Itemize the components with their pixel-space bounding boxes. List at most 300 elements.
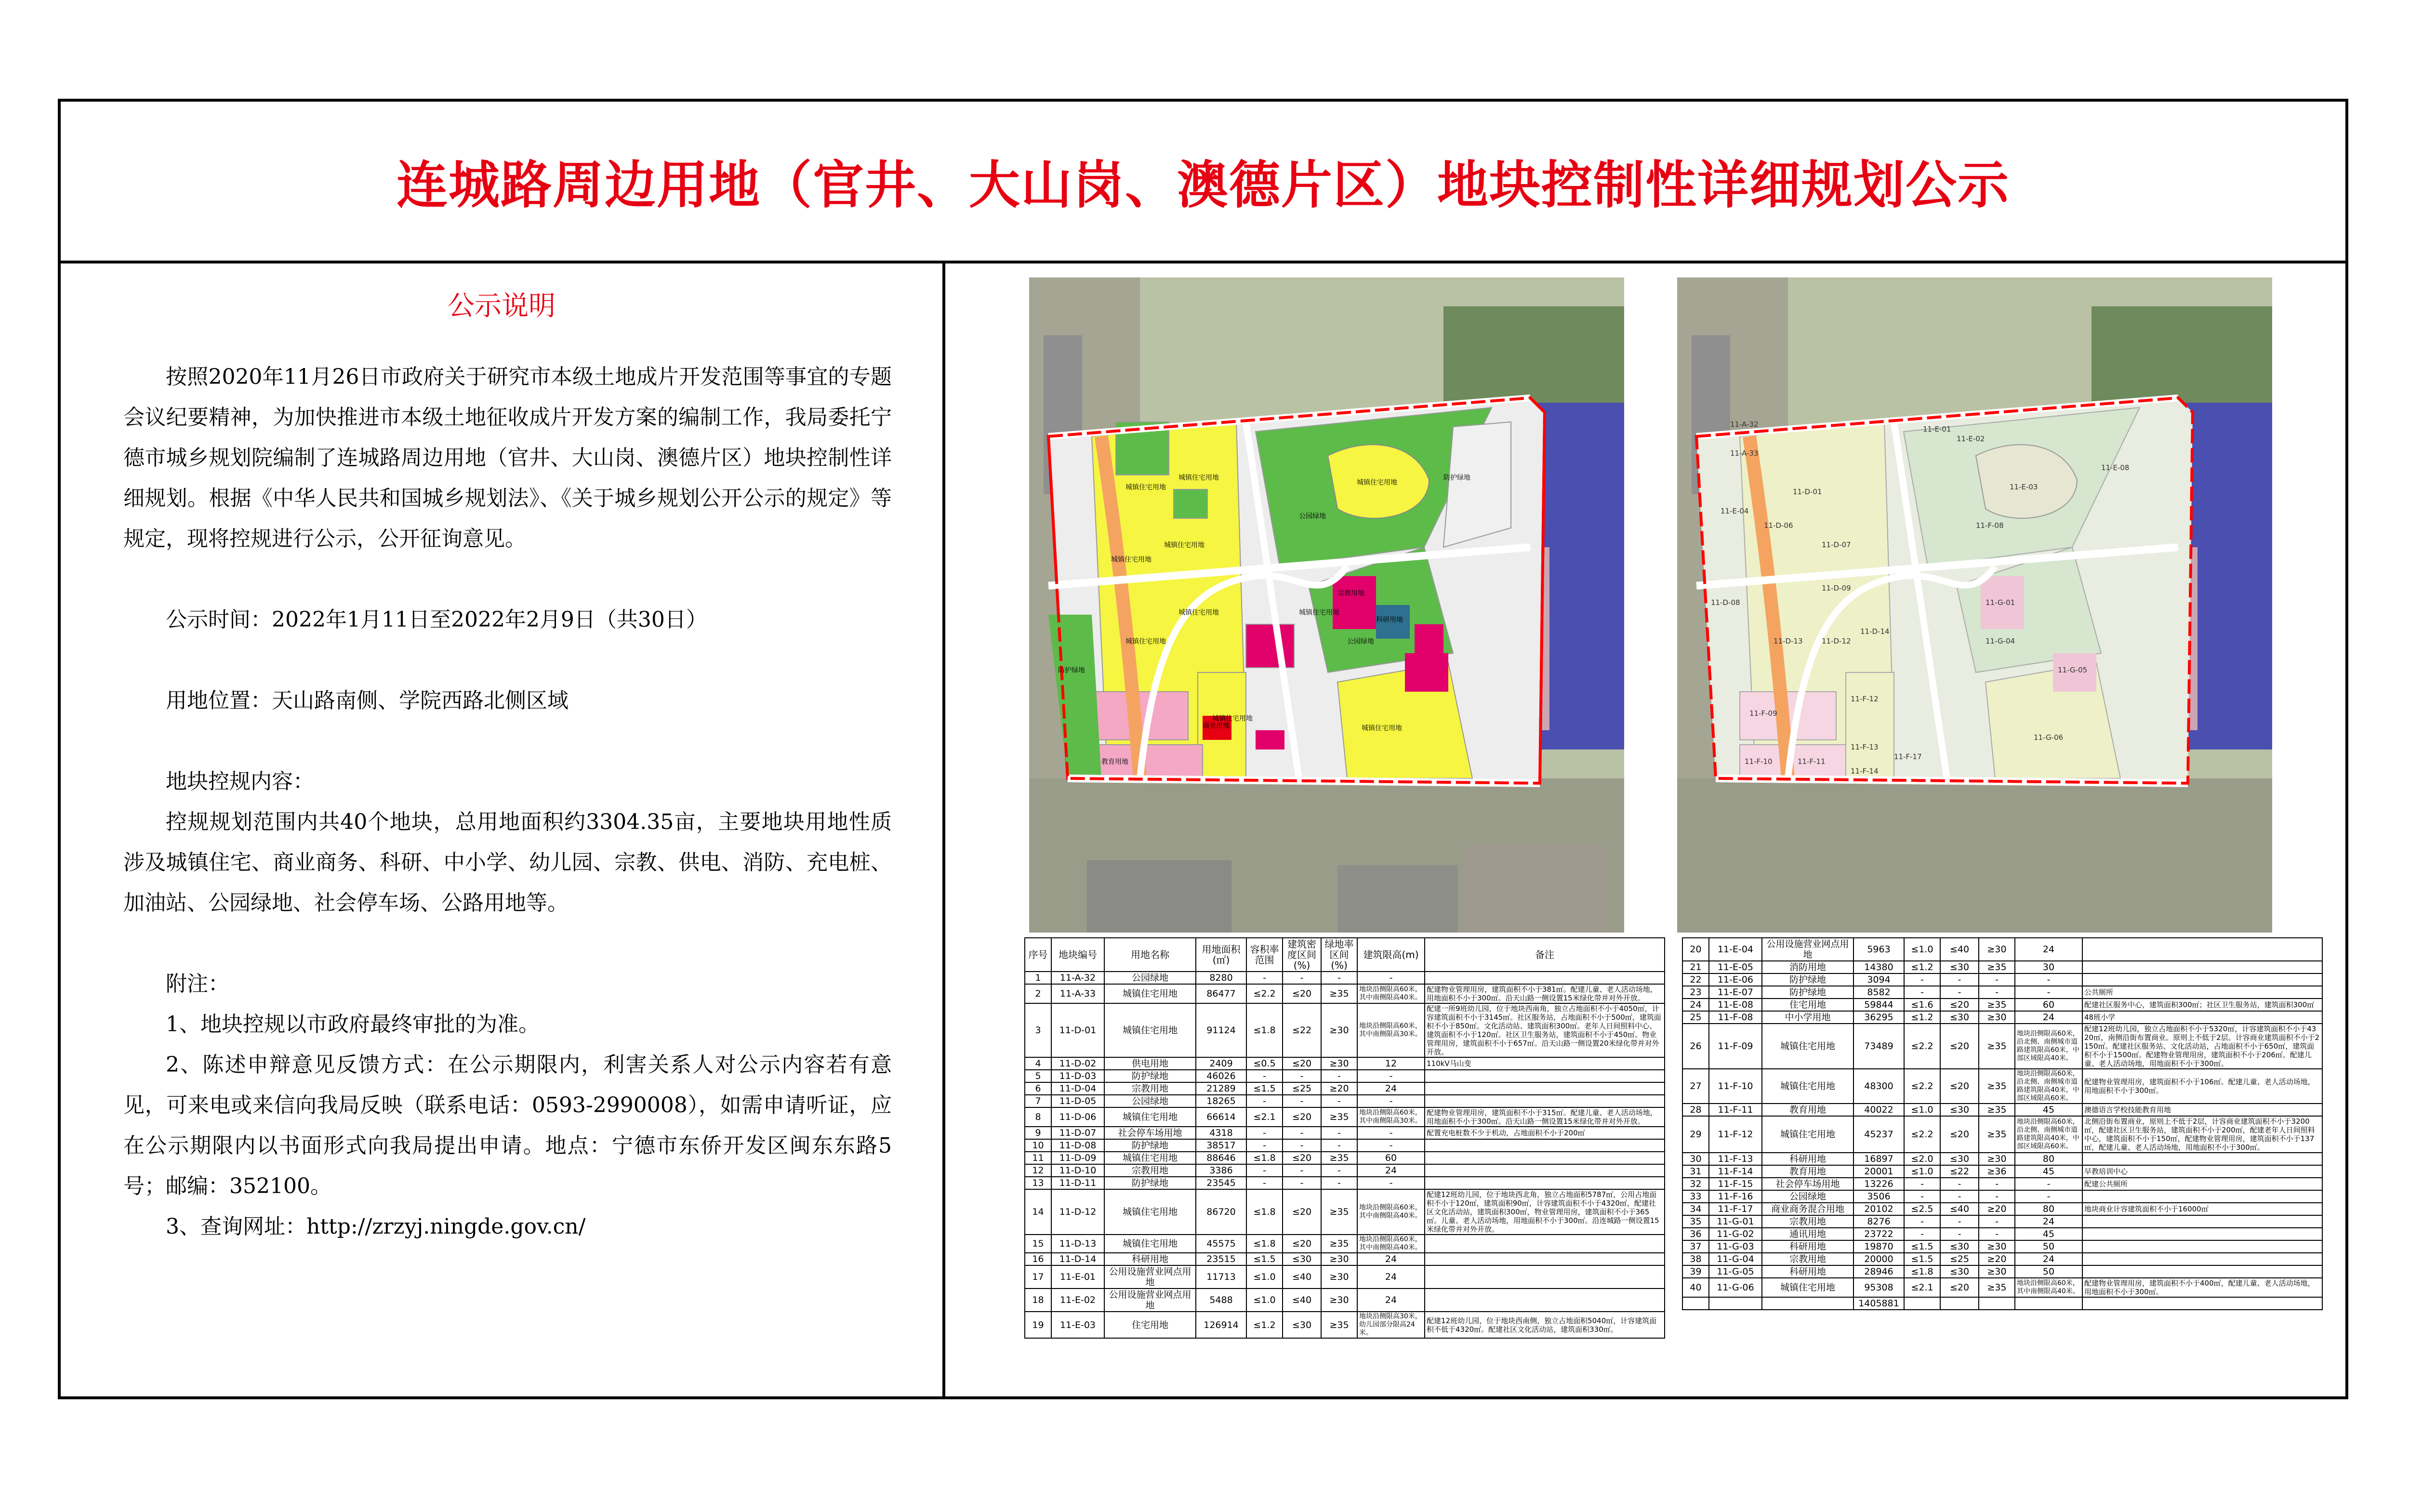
table-cell: -: [1904, 973, 1940, 986]
table-cell: 88646: [1196, 1152, 1246, 1164]
table-cell: ≥30: [1979, 1011, 2015, 1024]
table-cell: -: [1321, 972, 1357, 984]
table-cell: 11-F-09: [1709, 1024, 1762, 1069]
table-cell: 城镇住宅用地: [1762, 1024, 1853, 1069]
table-cell: 配建一所9班幼儿园，位于地块西南角，独立占地面积不小于4050㎡，计容建筑面积不小于3145㎡。社区服务站，占地面积不小于500㎡，建筑面积不小于850㎡。文化活动站、建筑面积300㎡。老年人日间照料中心、建筑面积不小于120㎡。社区卫生服务站，建筑面积不小于450㎡。物业管理用房，建筑面积不小于657㎡。沿天山路一侧设置20米绿化带并对外开放。: [1425, 1003, 1665, 1057]
map2-label: 11-F-17: [1894, 752, 1922, 761]
map1-label: 城镇住宅用地: [1164, 541, 1204, 549]
table-cell: ≤20: [1940, 1116, 1979, 1153]
table-cell: -: [1979, 1178, 2015, 1190]
map1-label: 城镇住宅用地: [1362, 724, 1402, 732]
map1-label: 防护绿地: [1443, 474, 1470, 482]
table-cell: 商业商务混合用地: [1762, 1203, 1853, 1215]
table-cell: [2082, 938, 2322, 961]
table-cell: ≥30: [1979, 1265, 2015, 1278]
map2-label: 11-G-01: [1985, 598, 2015, 607]
table-cell: 2: [1025, 984, 1051, 1003]
table-cell: ≤20: [1283, 1107, 1321, 1127]
table-cell: 36: [1682, 1228, 1709, 1240]
table-cell: -: [1321, 1127, 1357, 1139]
table-cell: 39: [1682, 1265, 1709, 1278]
table-cell: -: [1283, 1095, 1321, 1107]
table-cell: 地块沿侧限高60米，其中南侧限高40米。: [1357, 1189, 1425, 1235]
map1-label: 城镇住宅用地: [1111, 556, 1152, 564]
table-cell: 11-F-11: [1709, 1104, 1762, 1116]
table-cell: 11-D-14: [1051, 1253, 1104, 1265]
table-cell: ≤0.5: [1246, 1057, 1283, 1070]
table-row: [1025, 1107, 1665, 1127]
table-row: [1025, 1139, 1665, 1152]
table-cell: 城镇住宅用地: [1762, 1069, 1853, 1104]
table-cell: -: [1904, 986, 1940, 999]
table-cell: -: [1321, 1164, 1357, 1177]
table-cell: 11-G-02: [1709, 1228, 1762, 1240]
table-cell: ≥35: [1321, 1312, 1357, 1338]
table-row: [1682, 961, 2322, 973]
table-cell: 4318: [1196, 1127, 1246, 1139]
table-row: [1682, 1165, 2322, 1178]
table-cell: ≥30: [1321, 1057, 1357, 1070]
table-cell: 11-F-12: [1709, 1116, 1762, 1153]
table-cell: [2015, 1297, 2082, 1310]
table-cell: 11-E-04: [1709, 938, 1762, 961]
table-cell: ≤30: [1283, 1312, 1321, 1338]
table-cell: -: [1357, 1139, 1425, 1152]
table-cell: 20001: [1853, 1165, 1904, 1178]
header-cell: 建筑限高(m): [1357, 938, 1425, 972]
table-cell: ≤30: [1940, 1011, 1979, 1024]
notice-note-1: 1、地块控规以市政府最终审批的为准。: [166, 1012, 540, 1037]
control-table-1-body: [1025, 972, 1665, 1338]
map2-label: 11-F-10: [1745, 757, 1773, 766]
table-cell: 110kV马山变: [1425, 1057, 1665, 1070]
map2-label: 11-F-12: [1851, 695, 1879, 703]
table-cell: -: [1246, 1127, 1283, 1139]
table-cell: 3094: [1853, 973, 1904, 986]
map1-label: 教育用地: [1101, 758, 1128, 766]
table-cell: 住宅用地: [1104, 1312, 1196, 1338]
map2-label: 11-D-06: [1764, 521, 1793, 530]
table-cell: ≥30: [1979, 1240, 2015, 1253]
table-cell: 地块沿侧限高60米，沿北侧、南侧城市道路建筑限高40米，中部区域限高60米。: [2015, 1116, 2082, 1153]
table-cell: 12: [1025, 1164, 1051, 1177]
table-cell: 91124: [1196, 1003, 1246, 1057]
table-cell: 3506: [1853, 1190, 1904, 1203]
table-cell: 50: [2015, 1265, 2082, 1278]
table-cell: -: [1904, 1215, 1940, 1228]
table-cell: 11-G-05: [1709, 1265, 1762, 1278]
table-cell: 配建物业管理用房，建筑面积不小于381㎡。配建儿童、老人活动场地，用地面积不小于300㎡。沿天山路一侧设置15米绿化带并对外开放。: [1425, 984, 1665, 1003]
table-cell: ≥35: [1979, 999, 2015, 1011]
table-cell: ≤1.6: [1904, 999, 1940, 1011]
table-cell: 34: [1682, 1203, 1709, 1215]
table-cell: ≤20: [1940, 1024, 1979, 1069]
map2-label: 11-F-08: [1976, 521, 2004, 530]
table-cell: -: [1357, 1095, 1425, 1107]
table-cell: ≤1.0: [1246, 1265, 1283, 1288]
table-cell: ≤1.2: [1246, 1312, 1283, 1338]
table-cell: 10: [1025, 1139, 1051, 1152]
table-cell: ≤22: [1283, 1003, 1321, 1057]
table-cell: ≥20: [1979, 1253, 2015, 1265]
table-cell: [1904, 1297, 1940, 1310]
table-row: [1682, 938, 2322, 961]
table-cell: 8276: [1853, 1215, 1904, 1228]
table-row: [1025, 1070, 1665, 1082]
table-cell: 早教培训中心: [2082, 1165, 2322, 1178]
table-cell: 29: [1682, 1116, 1709, 1153]
table-cell: -: [1904, 1178, 1940, 1190]
map2-label: 11-A-32: [1730, 420, 1759, 429]
map2-label: 11-G-05: [2058, 666, 2088, 674]
table-cell: 11-G-04: [1709, 1253, 1762, 1265]
table-cell: 23545: [1196, 1177, 1246, 1189]
table-cell: 45237: [1853, 1116, 1904, 1153]
map1-label: 城镇住宅用地: [1178, 474, 1219, 482]
table-cell: [1425, 1288, 1665, 1312]
table-cell: 80: [2015, 1153, 2082, 1165]
table-cell: ≥35: [1979, 1104, 2015, 1116]
table-cell: ≥30: [1321, 1253, 1357, 1265]
table-cell: -: [1283, 1164, 1321, 1177]
table-cell: ≥30: [1321, 1265, 1357, 1288]
table-cell: 60: [2015, 999, 2082, 1011]
table-cell: -: [1321, 1139, 1357, 1152]
table-cell: 防护绿地: [1762, 986, 1853, 999]
table-cell: 4: [1025, 1057, 1051, 1070]
table-cell: 38: [1682, 1253, 1709, 1265]
table-cell: 13226: [1853, 1178, 1904, 1190]
table-cell: 教育用地: [1762, 1165, 1853, 1178]
table-cell: ≤20: [1283, 1189, 1321, 1235]
table-cell: 24: [2015, 938, 2082, 961]
table-cell: 配建公共厕所: [2082, 1178, 2322, 1190]
table-cell: ≥35: [1979, 1116, 2015, 1153]
table-cell: -: [1904, 1228, 1940, 1240]
notice-note-2: 2、陈述申辩意见反馈方式：在公示期限内，利害关系人对公示内容若有意见，可来电或来信向我局反映（联系电话：0593-2990008），如需申请听证，应在公示期限内以书面形式向我局提出申请。地点：宁德市东侨开发区闽东东路5号；邮编：352100。: [123, 1052, 892, 1198]
table-cell: ≤20: [1283, 1057, 1321, 1070]
table-cell: [1425, 972, 1665, 984]
table-cell: -: [1979, 1215, 2015, 1228]
table-cell: 城镇住宅用地: [1104, 1003, 1196, 1057]
table-cell: 46026: [1196, 1070, 1246, 1082]
table-row: [1682, 1011, 2322, 1024]
table-cell: 11-D-01: [1051, 1003, 1104, 1057]
map1-label: 防护绿地: [1058, 667, 1085, 674]
table-cell: 60: [1357, 1152, 1425, 1164]
table-cell: [1425, 1095, 1665, 1107]
table-row: [1025, 1164, 1665, 1177]
table-row: [1025, 1082, 1665, 1095]
table-cell: 80: [2015, 1203, 2082, 1215]
notice-note-3: 3、查询网址：http://zrzyj.ningde.gov.cn/: [166, 1214, 586, 1239]
table-cell: 住宅用地: [1762, 999, 1853, 1011]
table-cell: [1425, 1177, 1665, 1189]
table-cell: 配建12班幼儿园，位于地块西北角，独立占地面积5787㎡，公用占地面积不小于120㎡，建筑面积90㎡，计容建筑面积不小于4320㎡，配建社区文化活动站，建筑面积300㎡，物业管理用房，建筑面积不小于365㎡。儿童、老人活动场地，用地面积不小于300㎡。沿连城路一侧设置15米绿化带并对外开放。: [1425, 1189, 1665, 1235]
table-cell: 45: [2015, 1104, 2082, 1116]
table-cell: 11-F-17: [1709, 1203, 1762, 1215]
table-cell: -: [1979, 1228, 2015, 1240]
table-cell: 11-E-02: [1051, 1288, 1104, 1312]
table-cell: 86720: [1196, 1189, 1246, 1235]
table-cell: ≤2.1: [1246, 1107, 1283, 1127]
header-cell: 序号: [1025, 938, 1051, 972]
table-cell: 公用设施营业网点用地: [1104, 1265, 1196, 1288]
table-cell: 31: [1682, 1165, 1709, 1178]
table-cell: -: [1904, 1190, 1940, 1203]
table-cell: 27: [1682, 1069, 1709, 1104]
notice-content-heading: 地块控规内容：: [166, 769, 314, 794]
table-cell: 11-E-08: [1709, 999, 1762, 1011]
table-row: [1025, 1127, 1665, 1139]
table-cell: ≤20: [1283, 1235, 1321, 1253]
table-cell: 13: [1025, 1177, 1051, 1189]
table-cell: 供电用地: [1104, 1057, 1196, 1070]
map2-label: 11-E-04: [1721, 507, 1749, 515]
table-cell: -: [1979, 1190, 2015, 1203]
table-cell: [2082, 1153, 2322, 1165]
table-cell: [1425, 1082, 1665, 1095]
table-row: [1025, 1189, 1665, 1235]
table-row: [1025, 984, 1665, 1003]
map1-label: 城镇住宅用地: [1357, 479, 1397, 486]
table-cell: -: [1940, 1190, 1979, 1203]
table-cell: 消防用地: [1762, 961, 1853, 973]
table-cell: -: [1321, 1095, 1357, 1107]
table-cell: 8: [1025, 1107, 1051, 1127]
table-cell: 18265: [1196, 1095, 1246, 1107]
table-row: [1682, 1104, 2322, 1116]
map1-label: 城镇住宅用地: [1178, 609, 1219, 617]
table-cell: 城镇住宅用地: [1104, 984, 1196, 1003]
table-cell: 11-D-06: [1051, 1107, 1104, 1127]
map2-label: 11-D-08: [1711, 598, 1740, 607]
table-cell: 公用设施营业网点用地: [1762, 938, 1853, 961]
notice-body: [123, 357, 892, 1247]
table-cell: ≥35: [1979, 1278, 2015, 1297]
map2-label: 11-D-09: [1822, 584, 1851, 592]
table-row: [1682, 1024, 2322, 1069]
table-cell: -: [1283, 1177, 1321, 1189]
table-cell: -: [1246, 1139, 1283, 1152]
table-cell: 23: [1682, 986, 1709, 999]
table-cell: ≤1.0: [1904, 938, 1940, 961]
table-cell: [1425, 1152, 1665, 1164]
table-cell: 6: [1025, 1082, 1051, 1095]
table-cell: [2082, 1297, 2322, 1310]
table-cell: ≥35: [1979, 961, 2015, 973]
table-row: [1682, 1178, 2322, 1190]
table-cell: 科研用地: [1762, 1153, 1853, 1165]
poster-frame: [58, 99, 2348, 1399]
table-header-row: [1025, 938, 1665, 972]
table-cell: ≤40: [1283, 1265, 1321, 1288]
table-cell: 15: [1025, 1235, 1051, 1253]
notice-period: 公示时间：2022年1月11日至2022年2月9日（共30日）: [166, 607, 707, 632]
table-cell: 11-D-05: [1051, 1095, 1104, 1107]
table-cell: ≤2.2: [1904, 1024, 1940, 1069]
notice-heading: 公示说明: [448, 290, 556, 322]
table-cell: 11-F-16: [1709, 1190, 1762, 1203]
table-cell: 30: [2015, 961, 2082, 973]
table-cell: 11-D-02: [1051, 1057, 1104, 1070]
table-cell: 35: [1682, 1215, 1709, 1228]
table-cell: 18: [1025, 1288, 1051, 1312]
map2-label: 11-F-13: [1851, 743, 1879, 751]
plan-panel: [942, 261, 2345, 1396]
table-row: [1682, 1190, 2322, 1203]
header-cell: 用地面积(㎡): [1196, 938, 1246, 972]
table-row: [1682, 999, 2322, 1011]
table-cell: 40: [1682, 1278, 1709, 1297]
table-cell: ≥35: [1321, 1235, 1357, 1253]
table-row: [1682, 1253, 2322, 1265]
table-cell: [1979, 1297, 2015, 1310]
table-cell: -: [1357, 1070, 1425, 1082]
table-cell: ≥20: [1979, 1203, 2015, 1215]
table-cell: 社会停车场用地: [1762, 1178, 1853, 1190]
table-cell: ≤20: [1283, 984, 1321, 1003]
table-cell: 城镇住宅用地: [1762, 1116, 1853, 1153]
table-cell: 11-E-05: [1709, 961, 1762, 973]
table-cell: 17: [1025, 1265, 1051, 1288]
table-cell: 地块沿侧限高60米，其中南侧限高30米。: [1357, 1107, 1425, 1127]
table-row: [1025, 1003, 1665, 1057]
table-cell: 11-D-12: [1051, 1189, 1104, 1235]
table-cell: ≤2.2: [1904, 1116, 1940, 1153]
map2-label: 11-D-12: [1822, 637, 1851, 645]
table-cell: 澳德语言学校技能教育用地: [2082, 1104, 2322, 1116]
land-use-map: [1029, 277, 1624, 933]
table-cell: 8582: [1853, 986, 1904, 999]
land-use-map-svg: [1029, 277, 1624, 933]
table-cell: 30: [1682, 1153, 1709, 1165]
header-cell: 绿地率区间(%): [1321, 938, 1357, 972]
table-cell: 地块商业计容建筑面积不小于16000㎡: [2082, 1203, 2322, 1215]
table-cell: -: [2015, 973, 2082, 986]
table-cell: 11-F-08: [1709, 1011, 1762, 1024]
table-cell: 24: [2015, 1253, 2082, 1265]
table-cell: 66614: [1196, 1107, 1246, 1127]
table-cell: 地块沿侧限高60米，其中南侧限高40米。: [2015, 1278, 2082, 1297]
table-cell: [1425, 1235, 1665, 1253]
table-cell: ≥30: [1979, 1153, 2015, 1165]
table-cell: 配置充电桩数不少于机动，占地面积不小于200㎡: [1425, 1127, 1665, 1139]
table-cell: ≤1.0: [1904, 1165, 1940, 1178]
table-cell: -: [1979, 973, 2015, 986]
header-cell: 备注: [1425, 938, 1665, 972]
table-cell: [1425, 1139, 1665, 1152]
table-cell: -: [1246, 1164, 1283, 1177]
table-cell: -: [1283, 1127, 1321, 1139]
table-cell: [2082, 961, 2322, 973]
table-cell: 防护绿地: [1762, 973, 1853, 986]
table-cell: 19870: [1853, 1240, 1904, 1253]
table-cell: ≤1.5: [1904, 1240, 1940, 1253]
table-cell: 11-D-09: [1051, 1152, 1104, 1164]
table-cell: ≥36: [1979, 1165, 2015, 1178]
table-cell: 城镇住宅用地: [1104, 1152, 1196, 1164]
table-row: [1682, 1265, 2322, 1278]
control-table-1-grid: [1024, 937, 1665, 1339]
table-cell: -: [1246, 972, 1283, 984]
table-cell: 地块沿侧限高60米，其中南侧限高40米。: [1357, 1235, 1425, 1253]
table-cell: -: [1357, 1177, 1425, 1189]
map2-label: 11-E-02: [1957, 434, 1985, 443]
table-cell: 22: [1682, 973, 1709, 986]
table-cell: 11: [1025, 1152, 1051, 1164]
table-cell: 科研用地: [1762, 1240, 1853, 1253]
table-row: [1682, 1116, 2322, 1153]
table-cell: 11-E-01: [1051, 1265, 1104, 1288]
table-cell: ≤1.8: [1246, 1189, 1283, 1235]
table-cell: 防护绿地: [1104, 1070, 1196, 1082]
table-row: [1025, 1288, 1665, 1312]
table-cell: ≤22: [1940, 1165, 1979, 1178]
table-cell: ≤1.5: [1246, 1253, 1283, 1265]
table-cell: 公园绿地: [1762, 1190, 1853, 1203]
map2-label: 11-F-11: [1798, 757, 1826, 766]
map1-label: 商业用地: [1203, 722, 1230, 730]
table-row: [1025, 1095, 1665, 1107]
table-cell: 26: [1682, 1024, 1709, 1069]
table-cell: [1940, 1297, 1979, 1310]
table-cell: 宗教用地: [1104, 1082, 1196, 1095]
table-cell: 11713: [1196, 1265, 1246, 1288]
table-cell: 11-D-04: [1051, 1082, 1104, 1095]
map2-label: 11-F-14: [1851, 767, 1879, 776]
table-cell: 11-F-13: [1709, 1153, 1762, 1165]
table-cell: ≤20: [1940, 1069, 1979, 1104]
table-cell: ≤2.2: [1904, 1069, 1940, 1104]
table-cell: 11-D-03: [1051, 1070, 1104, 1082]
table-cell: 11-D-07: [1051, 1127, 1104, 1139]
table-cell: 11-G-06: [1709, 1278, 1762, 1297]
table-cell: ≥35: [1979, 1024, 2015, 1069]
notice-paragraph-intro: 按照2020年11月26日市政府关于研究市本级土地成片开发范围等事宜的专题会议纪要精神，为加快推进市本级土地征收成片开发方案的编制工作，我局委托宁德市城乡规划院编制了连城路周边用地（官井、大山岗、澳德片区）地块控制性详细规划。根据《中华人民共和国城乡规划法》、《关于城乡规划公开公示的规定》等规定，现将控规进行公示，公开征询意见。: [123, 365, 892, 551]
table-cell: ≤40: [1283, 1288, 1321, 1312]
table-cell: 配建社区服务中心，建筑面积300㎡；社区卫生服务站，建筑面积300㎡: [2082, 999, 2322, 1011]
table-cell: -: [2015, 986, 2082, 999]
table-row: [1025, 972, 1665, 984]
map2-label: 11-D-14: [1860, 627, 1890, 636]
table-cell: ≥30: [1321, 1288, 1357, 1312]
table-cell: 城镇住宅用地: [1104, 1189, 1196, 1235]
table-cell: -: [1246, 1177, 1283, 1189]
table-cell: ≤1.8: [1904, 1265, 1940, 1278]
table-cell: 11-D-10: [1051, 1164, 1104, 1177]
table-cell: 通讯用地: [1762, 1228, 1853, 1240]
table-cell: 11-A-33: [1051, 984, 1104, 1003]
table-cell: 防护绿地: [1104, 1139, 1196, 1152]
control-table-1: [1024, 937, 1665, 1339]
table-cell: 宗教用地: [1104, 1164, 1196, 1177]
table-cell: -: [1979, 986, 2015, 999]
table-cell: ≤30: [1940, 1265, 1979, 1278]
table-cell: 社会停车场用地: [1104, 1127, 1196, 1139]
notice-location: 用地位置：天山路南侧、学院西路北侧区域: [166, 688, 569, 713]
table-cell: 20102: [1853, 1203, 1904, 1215]
table-cell: -: [1357, 1127, 1425, 1139]
table-cell: 40022: [1853, 1104, 1904, 1116]
table-cell: [2082, 1228, 2322, 1240]
map2-label: 11-D-13: [1774, 637, 1803, 645]
map1-label: 城镇住宅用地: [1299, 609, 1339, 617]
map2-label: 11-E-01: [1923, 425, 1951, 434]
header-cell: 用地名称: [1104, 938, 1196, 972]
table-cell: 5963: [1853, 938, 1904, 961]
map1-label: 城镇住宅用地: [1212, 715, 1253, 723]
